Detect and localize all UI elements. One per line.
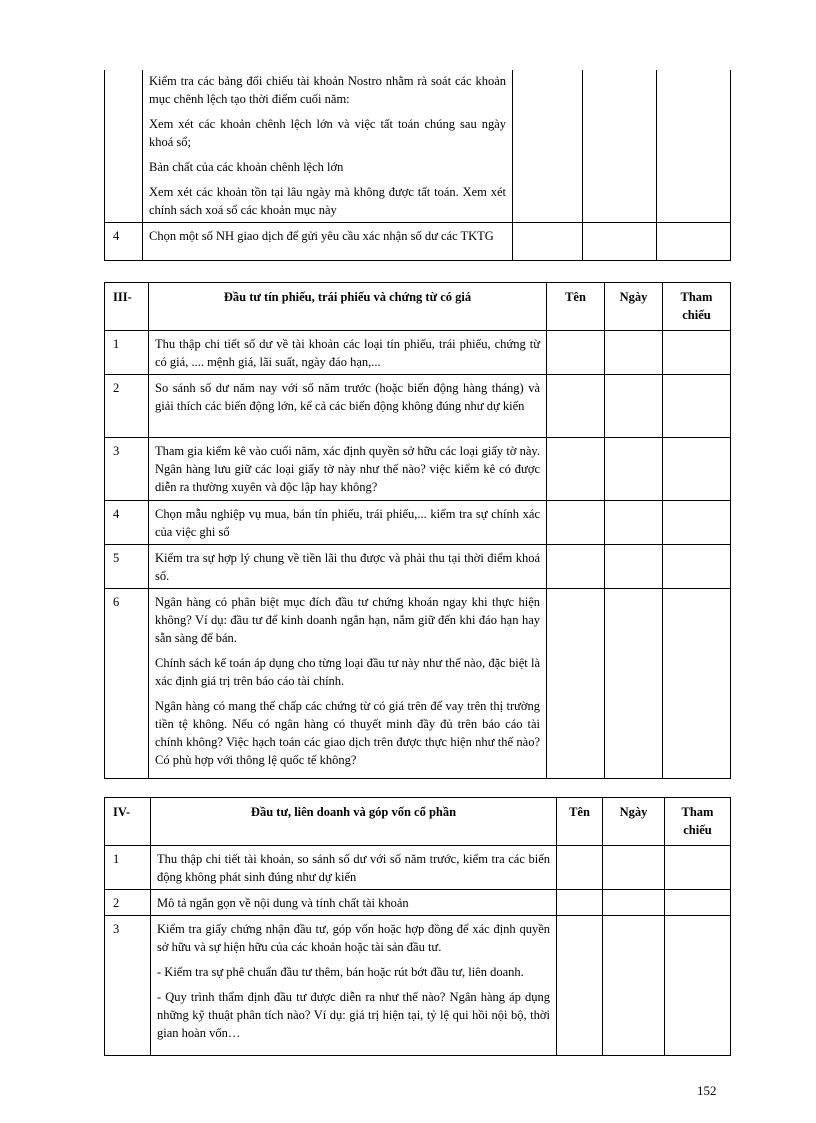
table-row [105, 375, 731, 438]
row-paragraph: - Quy trình thẩm định đầu tư được diễn ra như thế nào? Ngân hàng áp dụng những kỹ thuật phân tích nào? Ví dụ: giá trị hiện tại, tỷ lệ qui hồi nội bộ, thời gian hoàn vốn… [157, 990, 550, 1040]
row-paragraph: Xem xét các khoản chênh lệch lớn và việc tất toán chúng sau ngày khoá sổ; [149, 117, 506, 149]
row-content [149, 438, 547, 501]
section-code: IV- [105, 798, 151, 846]
row-paragraph: Thu thập chi tiết số dư về tài khoản các loại tín phiếu, trái phiếu, chứng từ có giá, .... mệnh giá, lãi suất, ngày đáo hạn,... [155, 337, 540, 369]
cell-tham-chieu [663, 545, 731, 589]
cell-tham-chieu [657, 223, 731, 261]
table-header-row [105, 283, 731, 331]
row-paragraph: Ngân hàng có mang thế chấp các chứng từ có giá trên để vay trên thị trường tiền tệ không. Nếu có ngân hàng có thuyết minh đầy đủ trên báo cáo tài chính không? Việc hạch toán các giao dịch trên được thực hiện như thế nào? Có phù hợp với thông lệ quốc tế không? [155, 699, 540, 767]
cell-ngay [583, 70, 657, 223]
row-number [105, 70, 143, 223]
row-paragraph: Kiểm tra giấy chứng nhận đầu tư, góp vốn hoặc hợp đồng để xác định quyền sở hữu và sự hiện hữu của các khoản hoặc tài sản đầu tư. [157, 922, 550, 954]
cell-ten [547, 375, 605, 438]
cell-ten [513, 70, 583, 223]
cell-tham-chieu [663, 331, 731, 375]
table-row [105, 501, 731, 545]
table-row [105, 70, 731, 223]
table-row [105, 589, 731, 779]
row-paragraph: Bản chất của các khoản chênh lệch lớn [149, 160, 344, 174]
row-paragraph: Tham gia kiểm kê vào cuối năm, xác định quyền sở hữu các loại giấy tờ này. Ngân hàng lưu giữ các loại giấy tờ này như thế nào? việc kiểm kê có được diễn ra thường xuyên và độc lập hay không? [155, 444, 540, 494]
table-row [105, 916, 731, 1056]
cell-ten [547, 438, 605, 501]
row-paragraph: Mô tả ngắn gọn về nội dung và tính chất tài khoản [157, 896, 409, 910]
row-number: 6 [105, 589, 149, 779]
cell-ngay [583, 223, 657, 261]
cell-ngay [605, 545, 663, 589]
cell-tham-chieu [663, 375, 731, 438]
row-paragraph: Chính sách kế toán áp dụng cho từng loại đầu tư này như thế nào, đặc biệt là xác định giá trị trên báo cáo tài chính. [155, 656, 540, 688]
cell-tham-chieu [665, 916, 731, 1056]
cell-ngay [603, 890, 665, 916]
cell-tham-chieu [663, 438, 731, 501]
row-number: 2 [105, 890, 151, 916]
cell-ten [513, 223, 583, 261]
cell-ngay [605, 375, 663, 438]
row-paragraph: So sánh số dư năm nay với số năm trước (hoặc biến động hàng tháng) và giải thích các biến động lớn, kể cả các biến động không đúng như dự kiến [155, 381, 540, 413]
table-row [105, 545, 731, 589]
section-iii-table [104, 282, 731, 779]
cell-ngay [605, 438, 663, 501]
section-iv-table [104, 797, 731, 1056]
row-paragraph: Chọn một số NH giao dịch để gửi yêu cầu xác nhận số dư các TKTG [149, 229, 494, 243]
column-header-tham-chieu: Tham chiếu [665, 798, 731, 846]
table-row [105, 890, 731, 916]
cell-tham-chieu [657, 70, 731, 223]
cell-ten [547, 589, 605, 779]
row-content [149, 375, 547, 438]
row-number: 1 [105, 331, 149, 375]
section-title: Đầu tư, liên doanh và góp vốn cổ phần [151, 798, 557, 846]
column-header-tham-chieu: Tham chiếu [663, 283, 731, 331]
row-content [149, 331, 547, 375]
row-paragraph: Kiểm tra sự hợp lý chung về tiền lãi thu được và phải thu tại thời điểm khoá sổ. [155, 551, 540, 583]
row-paragraph: Kiểm tra các bảng đối chiếu tài khoản Nostro nhằm rà soát các khoản mục chênh lệch tạo thời điểm cuối năm: [149, 74, 506, 106]
column-header-ten: Tên [557, 798, 603, 846]
cell-tham-chieu [665, 846, 731, 890]
row-number: 5 [105, 545, 149, 589]
column-header-ten: Tên [547, 283, 605, 331]
cell-ten [547, 331, 605, 375]
row-content [149, 589, 547, 779]
cell-ngay [605, 331, 663, 375]
table-row [105, 331, 731, 375]
cell-ten [557, 890, 603, 916]
row-number: 4 [105, 223, 143, 261]
row-number: 4 [105, 501, 149, 545]
cell-tham-chieu [663, 589, 731, 779]
cell-ngay [605, 589, 663, 779]
row-number: 3 [105, 438, 149, 501]
page-number: 152 [697, 1083, 717, 1098]
row-content [149, 501, 547, 545]
row-content [149, 545, 547, 589]
column-header-ngay: Ngày [603, 798, 665, 846]
row-paragraph: Xem xét các khoản tồn tại lâu ngày mà không được tất toán. Xem xét chính sách xoá sổ các khoản mục này [149, 185, 506, 217]
row-paragraph: Thu thập chi tiết tài khoản, so sánh số dư với số năm trước, kiểm tra các biến động không phát sinh đúng như dự kiến [157, 852, 550, 884]
cell-ngay [603, 846, 665, 890]
section-title: Đầu tư tín phiếu, trái phiếu và chứng từ có giá [149, 283, 547, 331]
cell-ten [547, 545, 605, 589]
section-ii-continuation-table [104, 70, 731, 261]
cell-tham-chieu [663, 501, 731, 545]
table-header-row [105, 798, 731, 846]
cell-tham-chieu [665, 890, 731, 916]
cell-ngay [603, 916, 665, 1056]
table-row [105, 438, 731, 501]
row-paragraph: Ngân hàng có phân biệt mục đích đầu tư chứng khoán ngay khi thực hiện không? Ví dụ: đầu tư để kinh doanh ngắn hạn, nắm giữ đến khi đáo hạn hay sẵn sàng để bán. [155, 595, 540, 645]
cell-ten [557, 846, 603, 890]
row-content [151, 890, 557, 916]
cell-ten [557, 916, 603, 1056]
column-header-ngay: Ngày [605, 283, 663, 331]
row-number: 1 [105, 846, 151, 890]
row-content [143, 70, 513, 223]
table-row [105, 223, 731, 261]
row-paragraph: Chọn mẫu nghiệp vụ mua, bán tín phiếu, trái phiếu,... kiểm tra sự chính xác của việc ghi sổ [155, 507, 540, 539]
row-content [151, 916, 557, 1056]
row-content [151, 846, 557, 890]
cell-ngay [605, 501, 663, 545]
row-paragraph: - Kiểm tra sự phê chuẩn đầu tư thêm, bán hoặc rút bớt đầu tư, liên doanh. [157, 965, 524, 979]
row-number: 3 [105, 916, 151, 1056]
section-code: III- [105, 283, 149, 331]
row-number: 2 [105, 375, 149, 438]
row-content [143, 223, 513, 261]
table-row [105, 846, 731, 890]
cell-ten [547, 501, 605, 545]
